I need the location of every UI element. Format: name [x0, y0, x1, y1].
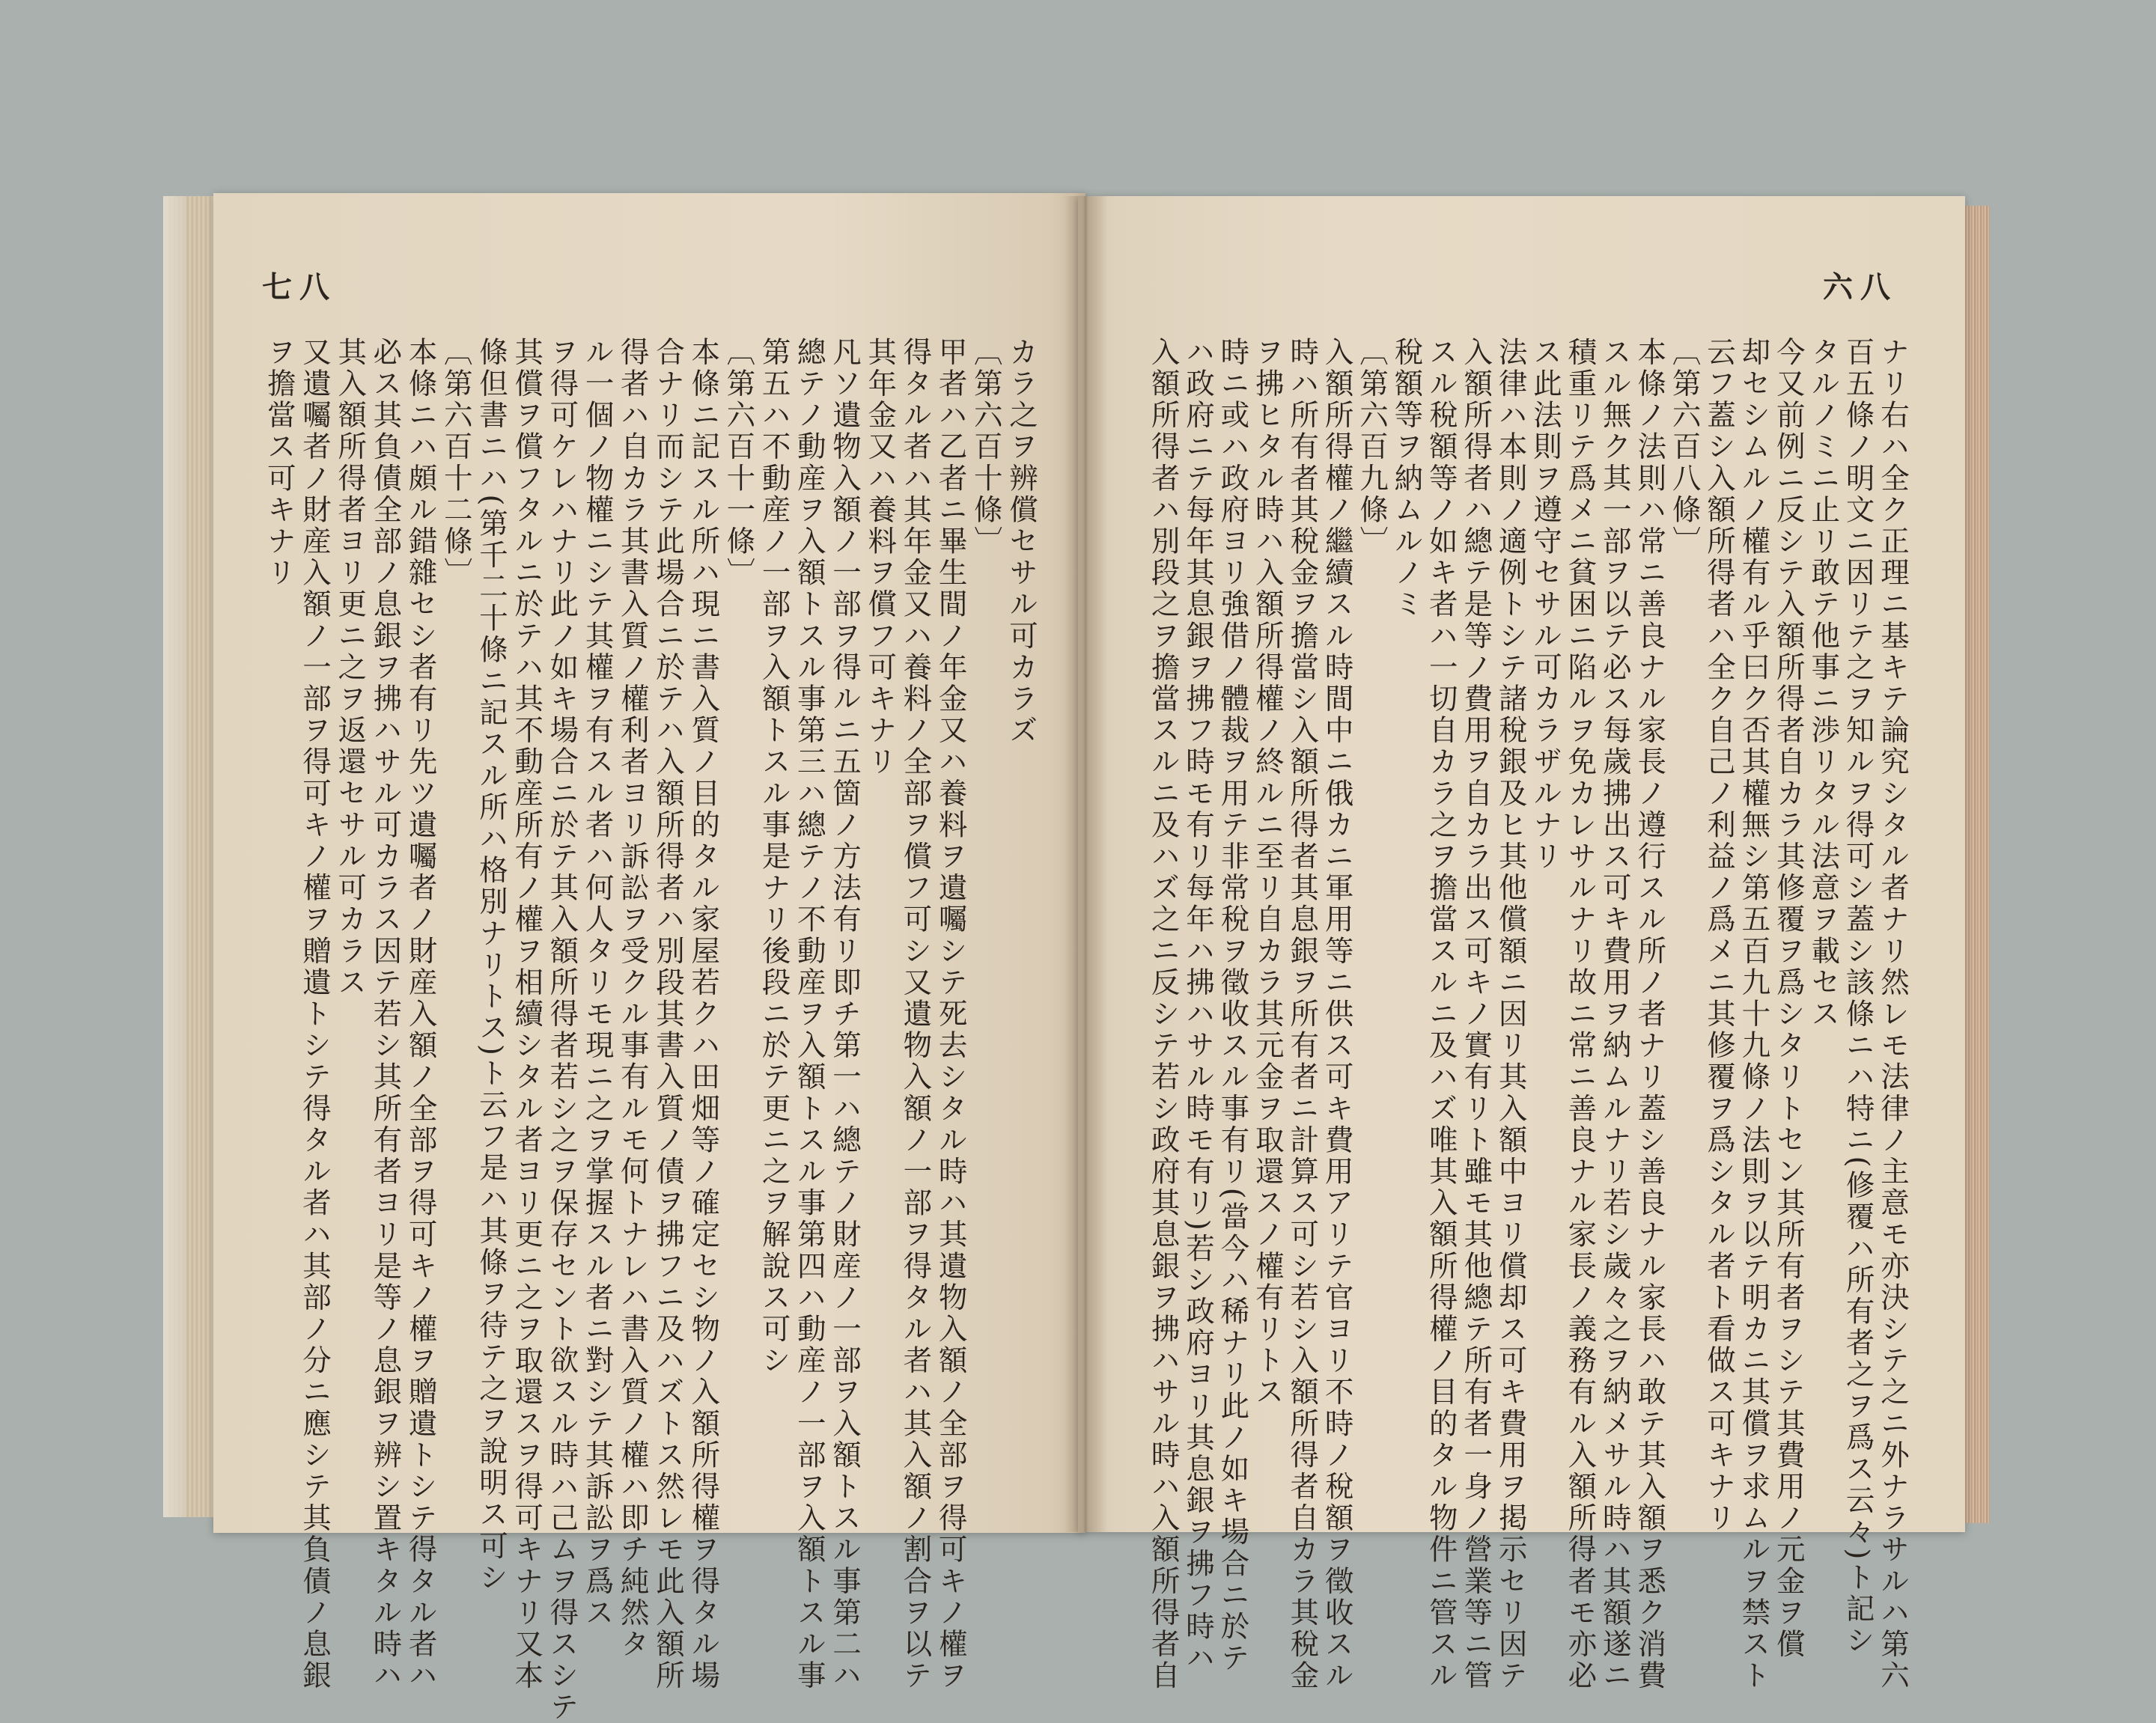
text-column: スル稅額等ノ如キ者ハ一切自カラ之ヲ擔當スルニ及ハズ唯其入額所得權ノ目的タル物件ニ管スル: [1424, 337, 1458, 1692]
text-column: ナリ右ハ全ク正理ニ基キテ論究シタル者ナリ然レモ法律ノ主意モ亦決シテ之ニ外ナラサルハ第六: [1876, 337, 1910, 1692]
page-number-right: 六八: [1823, 269, 1898, 305]
text-column: ス此法則ヲ遵守セサル可カラザルナリ: [1529, 337, 1562, 873]
text-column: 合ナリ而シテ此場合ニ於テハ入額所得者ハ別段其書入質ノ債ヲ拂フニ及ハズトス然レモ此入額所: [651, 337, 685, 1692]
text-column: 甲者ハ乙者ニ畢生間ノ年金又ハ養料ヲ遺囑シテ死去シタル時ハ其遺物入額ノ全部ヲ得可キノ權ヲ: [934, 337, 968, 1692]
text-column: 積重リテ爲メニ貧困ニ陷ルヲ免カレサルナリ故ニ常ニ善良ナル家長ノ義務有ル入額所得者モ亦必: [1563, 337, 1598, 1692]
text-column: 入額所得權ノ繼續スル時間中ニ俄カニ軍用等ニ供ス可キ費用アリテ官ヨリ不時ノ稅額ヲ徵收スル: [1320, 337, 1354, 1692]
text-column: 其償ヲ償フタルニ於テハ其不動産所有ノ權ヲ相續シタル者ヨリ更ニ之ヲ取還スヲ得可キナリ又本: [510, 337, 544, 1692]
text-column: 本條ニ記スル所ハ現ニ書入質ノ目的タル家屋若クハ田畑等ノ確定セシ物ノ入額所得權ヲ得タル場: [686, 337, 721, 1692]
text-column: 入額所得者ハ總テ是等ノ費用ヲ自カラ出ス可キノ實有リト雖モ其他總テ所有者一身ノ營業等ニ管: [1459, 337, 1493, 1692]
text-column: 〔第六百八條〕: [1667, 337, 1702, 558]
text-column: ハ政府ニテ每年其息銀ヲ拂フ時モ有リ每年ハ拂ハサル時モ有リ)若シ政府ヨリ其息銀ヲ拂フ時ハ: [1181, 337, 1215, 1674]
text-column: 必ス其負債全部ノ息銀ヲ拂ハサル可カラス因テ若シ其所有者ヨリ是等ノ息銀ヲ辨シ置キタル時ハ: [368, 337, 403, 1692]
page-number-left: 七八: [262, 269, 337, 305]
text-column: 〔第六百九條〕: [1355, 337, 1389, 558]
text-column: 〔第六百十二條〕: [439, 337, 473, 589]
text-column: スル無ク其一部ヲ以テ必ス每歲拂出ス可キ費用ヲ納ムルナリ若シ歲々之ヲ納メサル時ハ其額遂ニ: [1598, 337, 1632, 1692]
text-column: 又遺囑者ノ財産入額ノ一部ヲ得可キノ權ヲ贈遺トシテ得タル者ハ其部ノ分ニ應シテ其負債ノ息銀: [298, 337, 332, 1692]
text-column: 〔第六百十一條〕: [722, 337, 756, 589]
text-column: 其年金又ハ養料ヲ償フ可キナリ: [863, 337, 898, 778]
text-column: ヲ得可ケレハナリ此ノ如キ場合ニ於テ其入額所得者若シ之ヲ保存セント欲スル時ハ己ムヲ得スシテ: [545, 337, 579, 1723]
text-column: 總テノ動産ヲ入額トスル事第三ハ總テノ不動産ヲ入額トスル事第四ハ動産ノ一部ヲ入額トスル事: [792, 337, 826, 1692]
text-column: 〔第六百十條〕: [969, 337, 1003, 558]
text-column: 却セシムルノ權有ル乎曰ク否其權無シ第五百九十九條ノ法則ヲ以テ明カニ其償ヲ求ムルヲ禁スト: [1737, 337, 1771, 1692]
text-column: 稅額等ヲ納ムルノミ: [1389, 337, 1424, 620]
text-column: 今又前例ニ反シテ入額所得者自カラ其修覆ヲ爲シタリトセン其所有者ヲシテ其費用ノ元金ヲ償: [1771, 337, 1806, 1661]
text-column: 得タル者ハ其年金又ハ養料ノ全部ヲ償フ可シ又遺物入額ノ一部ヲ得タル者ハ其入額ノ割合ヲ以テ: [898, 337, 933, 1692]
text-column: 凡ソ遺物入額ノ一部ヲ得ルニ五箇ノ方法有リ即チ第一ハ總テノ財産ノ一部ヲ入額トスル事第二ハ: [828, 337, 862, 1692]
text-column: 本條ニハ頗ル錯雜セシ者有リ先ツ遺囑者ノ財産入額ノ全部ヲ得可キノ權ヲ贈遺トシテ得タル者ハ: [404, 337, 438, 1692]
text-column: ヲ拂ヒタル時ハ入額所得權ノ終ルニ至リ自カラ其元金ヲ取還スノ權有リトス: [1250, 337, 1285, 1409]
text-column: 云フ蓋シ入額所得者ハ全ク自己ノ利益ノ爲メニ其修覆ヲ爲シタル者ト看做ス可キナリ: [1702, 337, 1736, 1534]
text-column: 法律ハ本則ノ適例トシテ諸稅銀及ヒ其他償額ニ因リ其入額中ヨリ償却ス可キ費用ヲ掲示セリ因テ: [1493, 337, 1528, 1692]
worn-edge: [163, 196, 186, 1517]
text-column: タルノミニ止リ敢テ他事ニ渉リタル法意ヲ載セス: [1806, 337, 1841, 1031]
text-column: ル一個ノ物權ニシテ其權ヲ有スル者ハ何人タリモ現ニ之ヲ掌握スル者ニ對シテ其訴訟ヲ爲ス: [580, 337, 615, 1629]
text-column: 其入額所得者ヨリ更ニ之ヲ返還セサル可カラス: [333, 337, 368, 999]
book-spine: [1063, 196, 1108, 1532]
text-column: 本條ノ法則ハ常ニ善良ナル家長ノ遵行スル所ノ者ナリ蓋シ善良ナル家長ハ敢テ其入額ヲ悉ク消費: [1633, 337, 1667, 1692]
text-column: 得者ハ自カラ其書入質ノ權利者ヨリ訴訟ヲ受クル事有ルモ何トナレハ書入質ノ權ハ即チ純然タ: [615, 337, 650, 1661]
text-column: 入額所得者ハ別段之ヲ擔當スルニ及ハズ之ニ反シテ若シ政府其息銀ヲ拂ハサル時ハ入額所得者自: [1146, 337, 1181, 1692]
text-column: ヲ擔當ス可キナリ: [262, 337, 296, 589]
text-column: 時ニ或ハ政府ヨリ強借ノ體裁ヲ用テ非常稅ヲ徵收スル事有リ(當今ハ稀ナリ此ノ如キ場合ニ於テ: [1216, 337, 1250, 1674]
text-column: 第五ハ不動産ノ一部ヲ入額トスル事是ナリ後段ニ於テ更ニ之ヲ解說ス可シ: [757, 337, 791, 1377]
text-column: 時ハ所有者其稅金ヲ擔當シ入額所得者其息銀ヲ所有者ニ計算ス可シ若シ入額所得者自カラ其稅金: [1285, 337, 1320, 1692]
text-column: 條但書ニハ(第千二十條ニ記スル所ハ格別ナリトス)ト云フ是ハ其條ヲ待テ之ヲ說明ス可シ: [475, 337, 508, 1594]
text-column: カラ之ヲ辨償セサル可カラズ: [1005, 337, 1038, 747]
text-column: 百五條ノ明文ニ因リテ之ヲ知ルヲ得可シ蓋シ該條ニハ特ニ(修覆ハ所有者之ヲ爲ス云々)ト記シ: [1841, 337, 1875, 1657]
